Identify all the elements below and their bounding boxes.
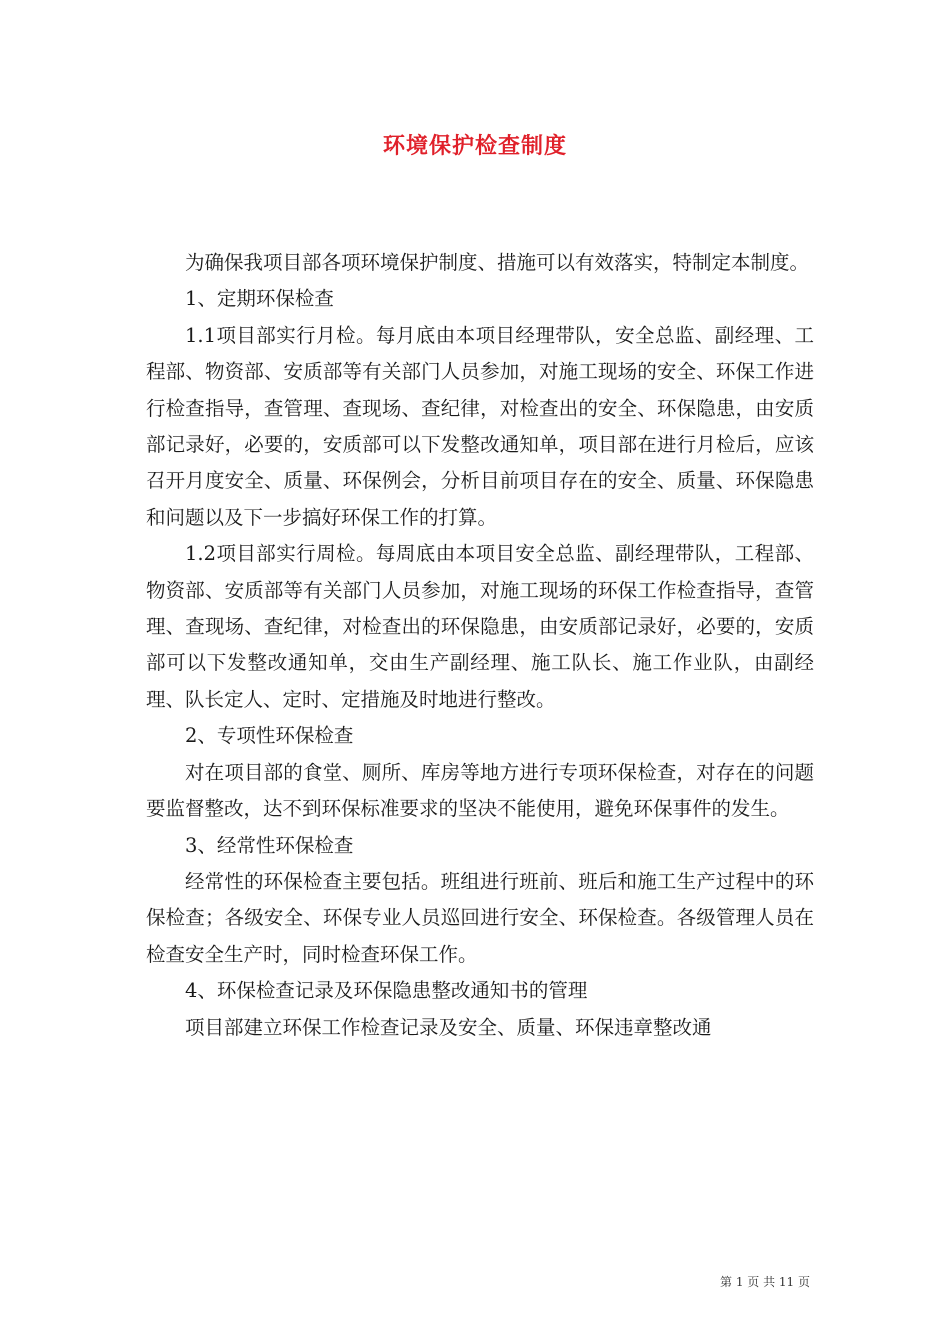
intro-paragraph: 为确保我项目部各项环境保护制度、措施可以有效落实，特制定本制度。 [185, 251, 810, 274]
section-heading-1: 1、定期环保检查 [185, 287, 334, 311]
section-heading-2: 2、专项性环保检查 [185, 724, 354, 748]
document-body [146, 245, 814, 1046]
document-title: 环境保护检查制度 [382, 133, 567, 159]
section-heading-3: 3、经常性环保检查 [185, 833, 354, 857]
page-number-footer: 第 1 页 共 11 页 [720, 1275, 810, 1289]
section-4-paragraph-1: 项目部建立环保工作检查记录及安全、质量、环保违章整改通 [185, 1015, 712, 1039]
section-3-paragraph-1: 经常性的环保检查主要包括。班组进行班前、班后和施工生产过程中的环保检查；各级安全、环保专业人员巡回进行安全、环保检查。各级管理人员在检查安全生产时，同时检查环保工作。 [146, 869, 814, 966]
section-1-paragraph-2: 1.2项目部实行周检。每周底由本项目安全总监、副经理带队，工程部、物资部、安质部等有关部门人员参加，对施工现场的环保工作检查指导，查管理、查现场、查纪律，对检查出的环保隐患，由安质部记录好，必要的，安质部可以下发整改通知单，交由生产副经理、施工队长、施工作业队，由副经理、队长定人、定时、定措施及时地进行整改。 [146, 542, 814, 711]
section-heading-4: 4、环保检查记录及环保隐患整改通知书的管理 [185, 979, 588, 1003]
section-1-paragraph-1: 1.1项目部实行月检。每月底由本项目经理带队，安全总监、副经理、工程部、物资部、安质部等有关部门人员参加，对施工现场的安全、环保工作进行检查指导，查管理、查现场、查纪律，对检查出的安全、环保隐患，由安质部记录好，必要的，安质部可以下发整改通知单，项目部在进行月检后，应该召开月度安全、质量、环保例会，分析目前项目存在的安全、质量、环保隐患和问题以及下一步搞好环保工作的打算。 [146, 323, 814, 529]
section-2-paragraph-1: 对在项目部的食堂、厕所、库房等地方进行专项环保检查，对存在的问题要监督整改，达不到环保标准要求的坚决不能使用，避免环保事件的发生。 [146, 760, 814, 821]
